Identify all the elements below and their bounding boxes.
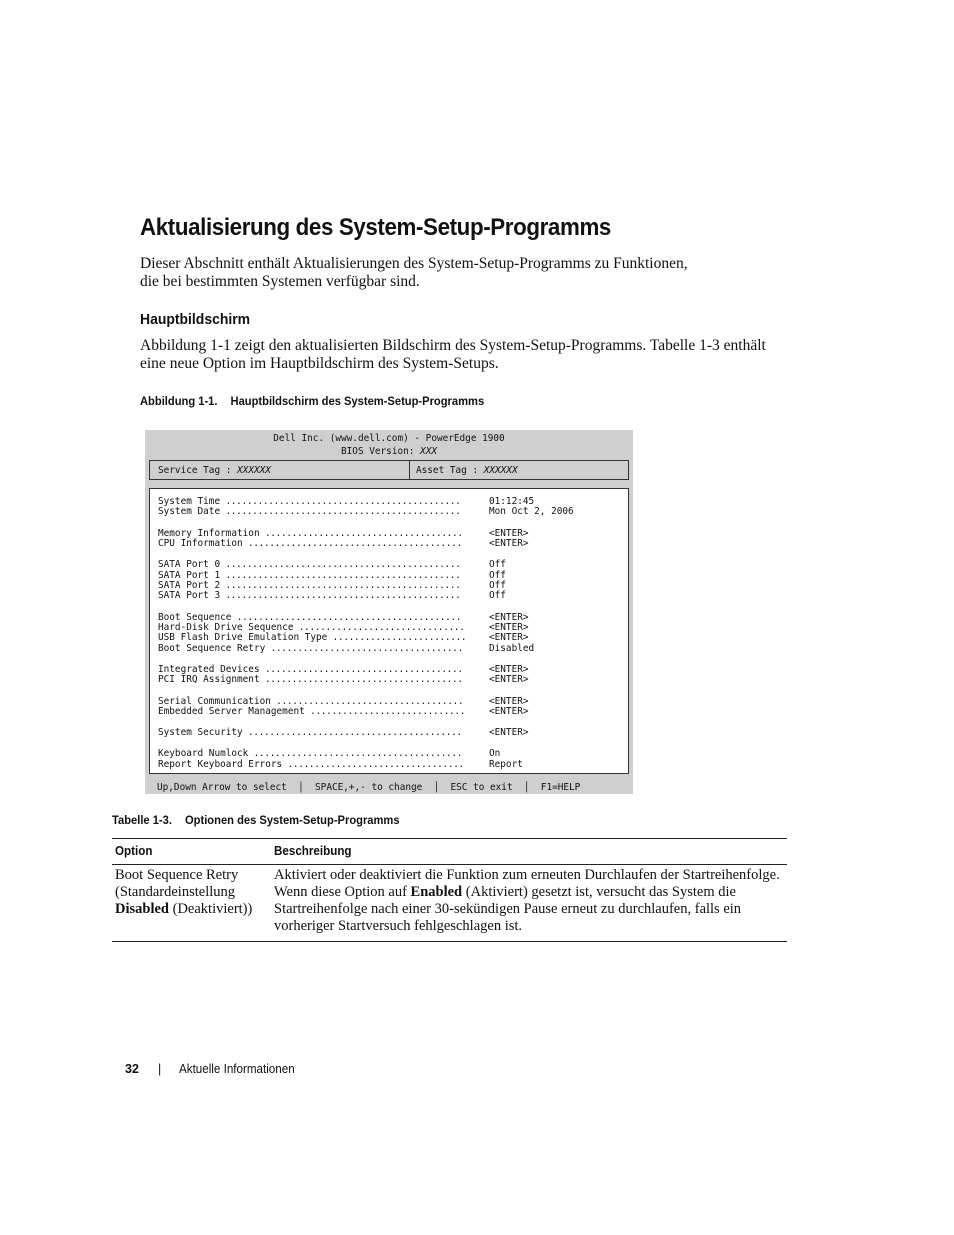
bios-setting-value: <ENTER> bbox=[489, 611, 529, 623]
bios-setting-label: Serial Communication bbox=[158, 695, 271, 707]
bios-setting-value: Disabled bbox=[489, 642, 535, 654]
table-bottom-rule bbox=[112, 941, 787, 942]
bios-setting-label: SATA Port 0 bbox=[158, 559, 221, 571]
bios-setting-leader: ..................................... bbox=[259, 665, 463, 675]
bios-setting-label: SATA Port 3 bbox=[158, 590, 221, 602]
bios-settings-panel bbox=[149, 488, 629, 774]
bios-setting-leader: ................................... bbox=[270, 696, 464, 707]
bios-setting-leader: ........................................ bbox=[242, 539, 462, 549]
bios-setting-value: Off bbox=[489, 569, 506, 581]
bios-setting-leader: ..................................... bbox=[259, 528, 463, 539]
bios-setting-leader: ............................................ bbox=[220, 581, 461, 591]
bios-header-version bbox=[145, 446, 633, 457]
bios-setting-value: Off bbox=[489, 590, 506, 602]
table-cell-description bbox=[274, 867, 780, 935]
bios-setting-label: Integrated Devices bbox=[158, 664, 260, 675]
bios-setting-row[interactable] bbox=[158, 590, 506, 602]
bios-setting-label: CPU Information bbox=[158, 538, 243, 549]
bios-setting-value: <ENTER> bbox=[489, 632, 529, 644]
bios-setting-label: System Time bbox=[158, 496, 221, 507]
description-line bbox=[274, 884, 780, 901]
bios-setting-row[interactable] bbox=[158, 727, 529, 739]
footer-separator: | bbox=[158, 1062, 162, 1076]
bios-setting-label: Keyboard Numlock bbox=[158, 748, 249, 760]
bios-setting-leader: ........................................ bbox=[242, 728, 462, 739]
table-header-rule bbox=[112, 864, 787, 865]
asset-tag bbox=[416, 465, 518, 476]
section-paragraph bbox=[140, 337, 766, 373]
section-line: eine neue Option im Hauptbildschirm des System-Setups. bbox=[140, 355, 499, 372]
table-caption bbox=[112, 813, 400, 827]
bios-setting-leader: ..................................... bbox=[259, 675, 463, 686]
page-heading: Aktualisierung des System-Setup-Programms bbox=[140, 214, 611, 241]
bios-screenshot bbox=[145, 430, 633, 794]
bios-setting-label: System Date bbox=[158, 506, 221, 518]
bios-header-title: Dell Inc. (www.dell.com) - PowerEdge 1900 bbox=[273, 433, 505, 444]
bios-setting-leader: .................................... bbox=[265, 643, 463, 654]
figure-caption-text: Hauptbildschirm des System-Setup-Programms bbox=[230, 394, 485, 408]
bios-setting-label: Boot Sequence bbox=[158, 611, 232, 623]
bios-setting-label: Boot Sequence Retry bbox=[158, 642, 266, 654]
bios-setting-value: <ENTER> bbox=[489, 664, 529, 675]
bios-setting-leader: ............................... bbox=[293, 623, 465, 633]
table-cell-option bbox=[115, 867, 252, 918]
bios-setting-leader: ............................................ bbox=[220, 560, 461, 571]
intro-paragraph bbox=[140, 255, 688, 291]
bios-setting-leader: ............................................ bbox=[220, 591, 461, 602]
description-text: (Aktiviert) gesetzt ist, versucht das System die bbox=[462, 884, 736, 900]
bios-setting-leader: ............................................ bbox=[220, 570, 461, 581]
bios-setting-label: System Security bbox=[158, 727, 243, 739]
description-line: Startreihenfolge nach einer 30-sekündigen Pause erneut zu durchlaufen, falls ein bbox=[274, 901, 742, 917]
bios-setting-value: Report bbox=[489, 758, 523, 770]
bios-setting-label: PCI IRQ Assignment bbox=[158, 674, 260, 686]
section-line: Abbildung 1-1 zeigt den aktualisierten Bildschirm des System-Setup-Programms. Tabelle 1-3 enthält bbox=[140, 337, 766, 354]
bios-setting-value: Mon Oct 2, 2006 bbox=[489, 506, 574, 518]
option-default-value: Disabled bbox=[115, 901, 169, 917]
bios-setting-leader: ............................. bbox=[304, 707, 466, 717]
bios-setting-leader: ................................. bbox=[282, 759, 464, 770]
description-text: Wenn diese Option auf bbox=[274, 884, 411, 900]
bios-setting-value: Off bbox=[489, 559, 506, 571]
description-enabled: Enabled bbox=[410, 884, 463, 900]
intro-line: Dieser Abschnitt enthält Aktualisierungen des System-Setup-Programms zu Funktionen, bbox=[140, 255, 688, 272]
table-caption-label: Tabelle 1-3. bbox=[112, 813, 172, 827]
bios-setting-row[interactable] bbox=[158, 538, 529, 549]
bios-setting-row[interactable] bbox=[158, 758, 523, 770]
bios-setting-row[interactable] bbox=[158, 506, 574, 518]
bios-setting-value: <ENTER> bbox=[489, 622, 529, 633]
page-number: 32 bbox=[125, 1062, 139, 1076]
bios-setting-label: Memory Information bbox=[158, 527, 260, 539]
bios-setting-value: On bbox=[489, 748, 501, 760]
bios-setting-value: <ENTER> bbox=[489, 538, 529, 549]
description-line: Aktiviert oder deaktiviert die Funktion zum erneuten Durchlaufen der Startreihenfolge. bbox=[274, 867, 780, 883]
tag-divider bbox=[409, 461, 410, 479]
table-top-rule bbox=[112, 838, 787, 839]
bios-setting-value: <ENTER> bbox=[489, 727, 529, 739]
service-tag bbox=[158, 465, 271, 476]
bios-key-help: Up,Down Arrow to select │ SPACE,+,- to change │ ESC to exit │ F1=HELP bbox=[157, 782, 581, 793]
bios-setting-leader: ......................... bbox=[327, 633, 467, 644]
bios-setting-row[interactable] bbox=[158, 706, 529, 717]
bios-setting-value: <ENTER> bbox=[489, 695, 529, 707]
option-default-translation: (Deaktiviert)) bbox=[169, 901, 253, 917]
service-tag-value: XXXXXX bbox=[237, 465, 271, 476]
bios-setting-label: USB Flash Drive Emulation Type bbox=[158, 632, 328, 644]
option-line: (Standardeinstellung bbox=[115, 884, 236, 900]
figure-caption-label: Abbildung 1-1. bbox=[140, 394, 218, 408]
bios-setting-label: Hard-Disk Drive Sequence bbox=[158, 622, 294, 633]
bios-setting-label: Report Keyboard Errors bbox=[158, 758, 283, 770]
bios-setting-value: <ENTER> bbox=[489, 674, 529, 686]
bios-setting-leader: ....................................... bbox=[248, 749, 463, 760]
intro-line: die bei bestimmten Systemen verfügbar sind. bbox=[140, 273, 420, 290]
bios-setting-value: 01:12:45 bbox=[489, 496, 535, 507]
bios-setting-value: <ENTER> bbox=[489, 706, 529, 717]
bios-version-value: XXX bbox=[420, 446, 437, 457]
table-header-description: Beschreibung bbox=[274, 844, 352, 858]
option-line bbox=[115, 901, 252, 918]
bios-setting-row[interactable] bbox=[158, 642, 535, 654]
bios-setting-label: SATA Port 1 bbox=[158, 569, 221, 581]
bios-tag-bar bbox=[149, 460, 629, 480]
table-caption-text: Optionen des System-Setup-Programms bbox=[184, 813, 400, 827]
description-line: vorheriger Startversuch fehlgeschlagen ist. bbox=[274, 918, 523, 934]
service-tag-label: Service Tag : bbox=[158, 465, 238, 476]
figure-caption bbox=[140, 394, 484, 408]
table-header-option: Option bbox=[115, 844, 153, 858]
asset-tag-value: XXXXXX bbox=[483, 465, 518, 476]
bios-setting-leader: ............................................ bbox=[220, 507, 461, 518]
bios-setting-row[interactable] bbox=[158, 674, 529, 686]
bios-setting-label: SATA Port 2 bbox=[158, 580, 221, 591]
bios-setting-leader: .......................................... bbox=[231, 612, 462, 623]
bios-setting-label: Embedded Server Management bbox=[158, 706, 305, 717]
asset-tag-label: Asset Tag : bbox=[416, 465, 484, 476]
option-line: Boot Sequence Retry bbox=[115, 867, 239, 883]
bios-setting-value: Off bbox=[489, 580, 506, 591]
footer-title: Aktuelle Informationen bbox=[179, 1062, 295, 1076]
bios-version-label: BIOS Version: bbox=[341, 446, 421, 457]
section-subheading: Hauptbildschirm bbox=[140, 311, 251, 328]
bios-setting-value: <ENTER> bbox=[489, 527, 529, 539]
bios-setting-leader: ............................................ bbox=[220, 497, 461, 507]
